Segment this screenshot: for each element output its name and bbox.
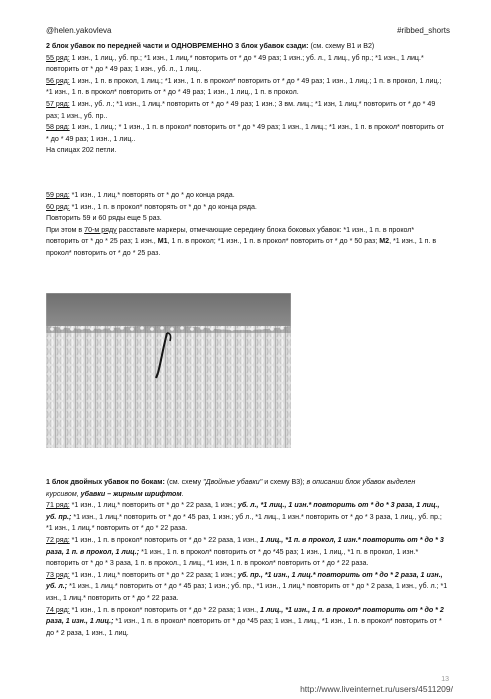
row-text: *1 изн., 1 лиц.* повторить от * до * 22 раза, 1 изн.; (69, 501, 238, 510)
row-rest: *1 изн., 1 п. в прокол* повторить от * до *45 раз; 1 изн., 1 лиц., *1 п. в прокол, 1 изн.* повторить от * до * 3 раза, 1 п. в прокол., 1 лиц., *1 изн, 1 п. в прокол* повторить от * до * 22 раза. (46, 547, 419, 568)
markers-mid: расставьте маркеры, отмечающие середину блока боковых убавок: *1 изн., 1 п. в прокол* повторить от * до * 25 раз; 1 изн., (46, 225, 415, 246)
block3-title-italic2: в описании блок убавок выделен курсивом, (46, 478, 416, 498)
row-label: 58 ряд: (46, 123, 70, 132)
row-73 (46, 570, 448, 605)
row-label: 60 ряд: (46, 202, 70, 211)
block-title-bold: 2 блок убавок по передней части и ОДНОВРЕМЕННО 3 блок убавок сзади: (46, 42, 309, 50)
row-55 (46, 53, 448, 76)
markers-note (46, 225, 448, 260)
row-em: 1 лиц., *1 изн., 1 п. в прокол* повторить от * до * 2 раза, 1 изн., 1 лиц.; (46, 605, 444, 626)
block3-title (46, 477, 448, 500)
row-text: *1 изн., 1 лиц.* повторить от * до * 22 раза; 1 изн.; (69, 570, 238, 579)
block3-title-rest2: и схему В3); (262, 478, 307, 486)
row-label: 56 ряд: (46, 76, 70, 85)
row-label: 74 ряд: (46, 605, 70, 614)
block3-title-end: . (181, 489, 184, 498)
row-text: 1 изн., 1 п. в прокол, 1 лиц.; *1 изн., 1 п. в прокол* повторить от * до * 49 раз; 1 изн., 1 лиц.; 1 п. в прокол, 1 лиц.; *1 изн., 1 п. в прокол* повторить от * до * 49 раз; 1 изн., 1 лиц., 1 п. в прокол. (46, 76, 442, 97)
row-74 (46, 605, 448, 640)
block-title (46, 41, 448, 53)
row-label: 57 ряд: (46, 99, 70, 108)
row-label: 72 ряд: (46, 535, 70, 544)
marker-m2: М2 (379, 237, 390, 246)
markers-end: , *1 изн., 1 п. в прокол* повторить от * до * 25 раз. (46, 237, 437, 257)
row-rest: *1 изн., 1 п. в прокол* повторить от * до *45 раз; 1 изн., 1 лиц., *1 изн., 1 п. в прокол* повторить от * до * 2 раза, 1 изн., 1 лиц. (46, 617, 442, 637)
marker-m1: М1 (157, 237, 168, 246)
row-72 (46, 535, 448, 570)
block3-title-bold: 1 блок двойных убавок по бокам: (46, 478, 165, 486)
row-60 (46, 202, 448, 214)
row-text: *1 изн., 1 п. в прокол* повторить от * до * 22 раза; 1 изн., (69, 605, 261, 614)
source-url-watermark: http://www.liveinternet.ru/users/4511209/ (300, 684, 453, 694)
row-rest: *1 изн., 1 лиц.* повторить от * до * 45 раз, 1 изн.; уб л., *1 лиц., 1 изн.* повторить от * до * 3 раза, 1 лиц., уб. пр.; *1 изн., 1 лиц.* повторить от * до * 22 раза. (46, 512, 442, 533)
markers-row: 70-м ряду (84, 225, 117, 234)
row-59 (46, 190, 448, 202)
row-em: уб. л., *1 лиц., 1 изн.* повторить от * до * 3 раза, 1 лиц., уб. пр.; (46, 501, 440, 521)
markers-mid2: , 1 п. в прокол; *1 изн., 1 п. в прокол* повторить от * до * 50 раз; (167, 237, 380, 246)
block3-title-bolditalic: убавки – жирным шрифтом (78, 489, 182, 498)
block3-title-italic1: "Двойные убавки" (203, 478, 263, 486)
page-number: 13 (441, 676, 449, 683)
stitch-count-note: На спицах 202 петли. (46, 146, 117, 155)
row-em: уб. пр., *1 изн., 1 лиц.* повторить от * до * 2 раза, 1 изн., уб. л.; (46, 570, 443, 591)
author-handle: @helen.yakovleva (46, 26, 112, 35)
knitting-photo (46, 293, 291, 448)
row-rest: *1 изн., 1 лиц.* повторить от * до * 45 раз; 1 изн.; уб. пр., *1 изн., 1 лиц.* повторить от * до * 2 раза, 1 изн., уб. л.; *1 изн., 1 лиц.* повторить от * до * 22 раза. (46, 582, 448, 602)
block-straight-rows (46, 190, 448, 260)
row-text: 1 изн., 1 лиц.; * 1 изн., 1 п. в прокол* повторить от * до * 49 раз; 1 изн., 1 лиц.; *1 изн., 1 п. в прокол* повторить от * до * 49 раз; 1 изн., 1 лиц.. (46, 123, 445, 143)
block3-title-rest1: (см. схему (164, 478, 204, 486)
row-text: *1 изн., 1 п. в прокол* повторить от * до * 22 раза, 1 изн., (69, 535, 261, 544)
row-text: 1 изн., 1 лиц., уб. пр.; *1 изн., 1 лиц.* повторить от * до * 49 раз; 1 изн.; уб. л., 1 лиц., уб пр.; *1 изн., 1 лиц.* повторить от * до * 49 раз; 1 изн., уб. л., 1 лиц.. (46, 53, 424, 74)
row-label: 55 ряд: (46, 53, 70, 62)
block-side-double-decreases (46, 477, 448, 639)
row-56 (46, 76, 448, 99)
block-front-back-decreases (46, 41, 448, 157)
row-text: *1 изн., 1 п. в прокол* повторять от * до * до конца ряда. (69, 202, 257, 211)
row-text: 1 изн., уб. л.; *1 изн., 1 лиц.* повторить от * до * 49 раз; 1 изн.; 3 вм. лиц.; *1 изн, 1 лиц.* повторить от * до * 49 раз; 1 изн., уб. пр.. (46, 99, 436, 120)
row-text: *1 изн., 1 лиц.* повторять от * до * до конца ряда. (69, 191, 235, 199)
row-71 (46, 500, 448, 535)
row-57 (46, 99, 448, 122)
markers-pre: При этом в (46, 225, 85, 234)
row-label: 59 ряд: (46, 191, 70, 199)
repeat-note: Повторить 59 и 60 ряды еще 5 раз. (46, 214, 162, 223)
row-label: 71 ряд: (46, 501, 70, 510)
row-label: 73 ряд: (46, 570, 70, 579)
block-title-rest: (см. схему В1 и В2) (308, 42, 375, 50)
hashtag: #ribbed_shorts (397, 26, 450, 35)
row-58 (46, 122, 448, 145)
row-em: 1 лиц., *1 п. в прокол, 1 изн.* повторить от * до * 3 раза, 1 п. в прокол, 1 лиц.; (46, 535, 444, 556)
